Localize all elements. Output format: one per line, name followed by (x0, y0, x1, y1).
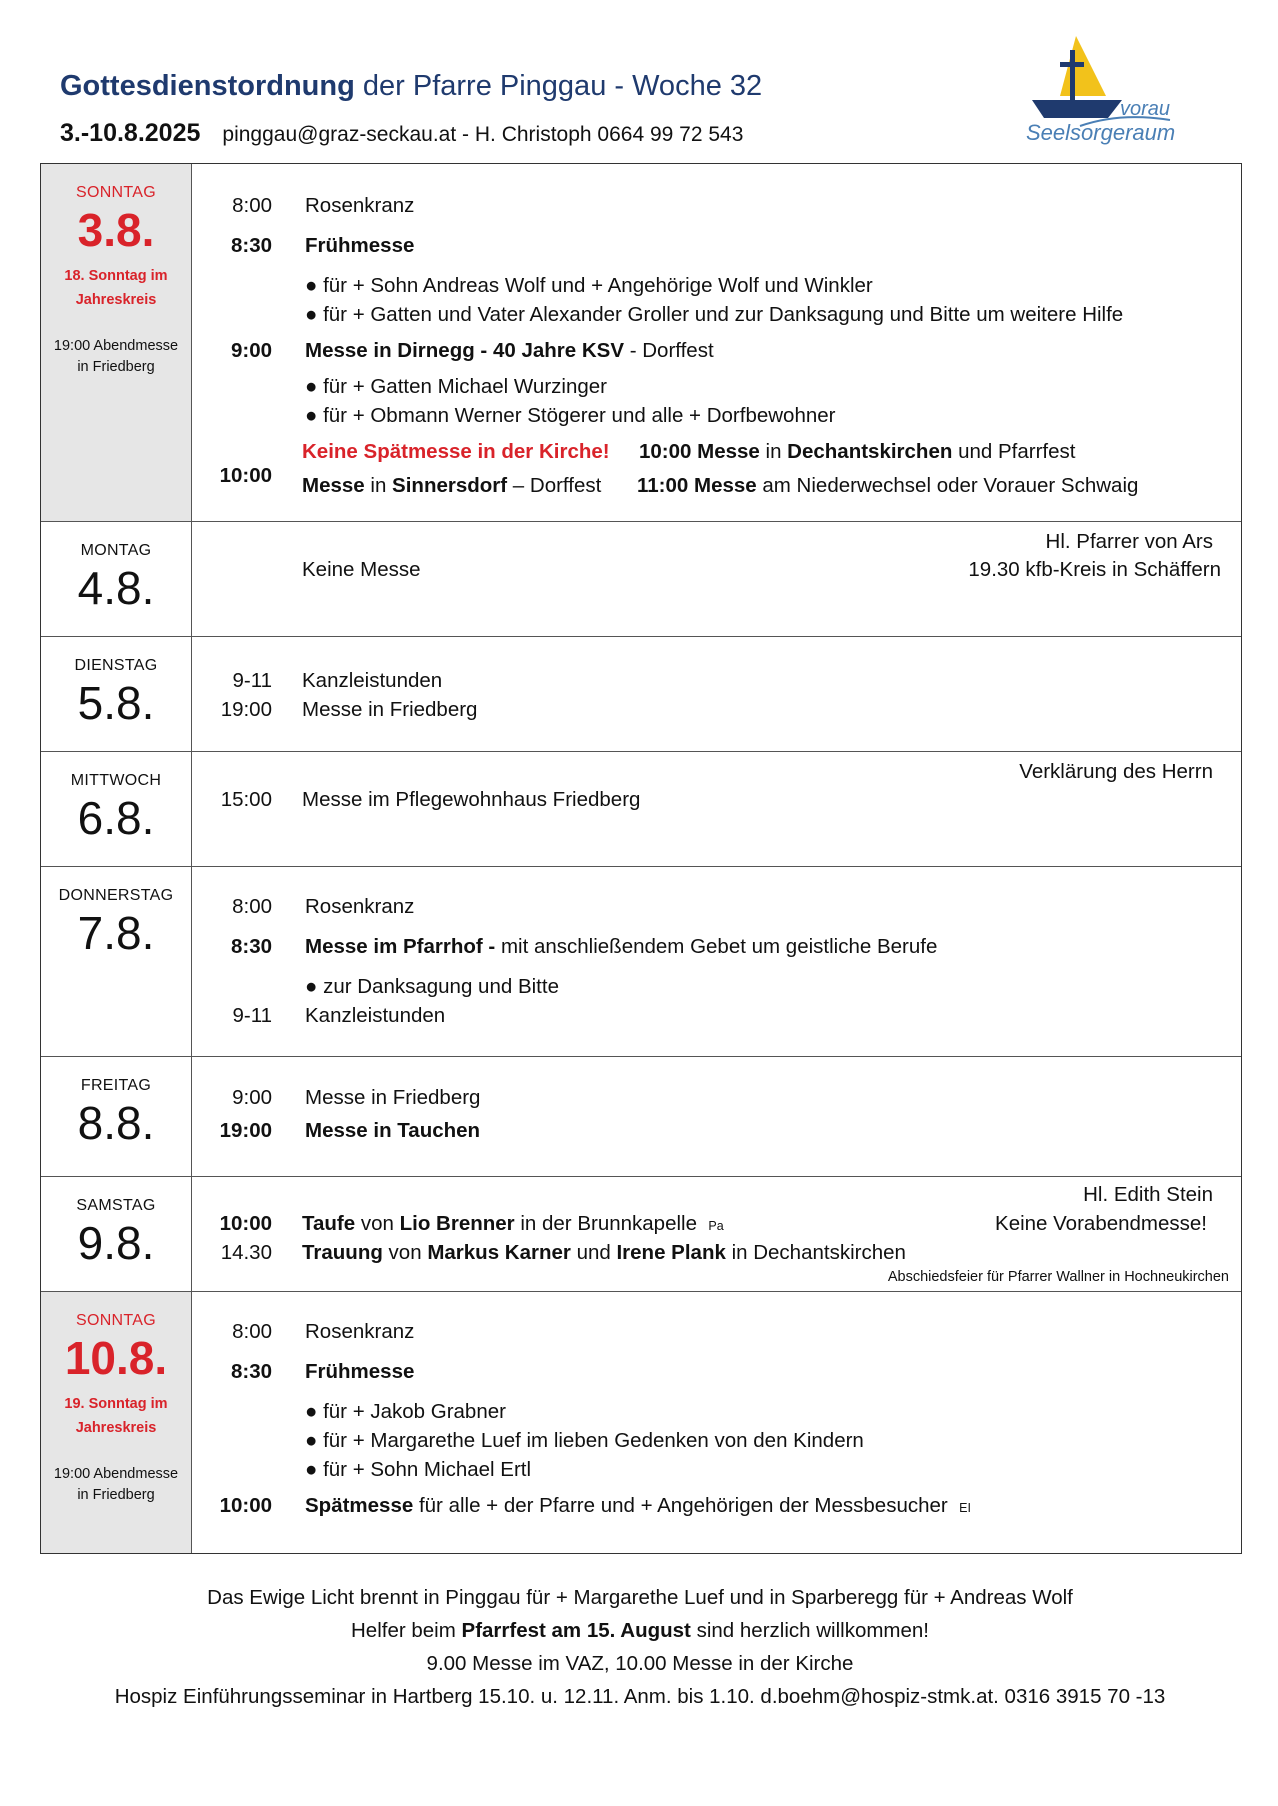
day-cell (41, 1057, 192, 1176)
farewell-note: Abschiedsfeier für Pfarrer Wallner in Hochneukirchen (887, 1269, 1229, 1285)
event: Frühmesse (305, 234, 415, 257)
time: 9:00 (232, 1086, 272, 1109)
day-date: 4.8. (77, 562, 155, 614)
event: Rosenkranz (305, 1320, 415, 1343)
schedule-table (40, 163, 1242, 1554)
hospice-seminar-note: Hospiz Einführungsseminar in Hartberg 15.10. u. 12.11. Anm. bis 1.10. d.boehm@hospiz-stmk.at. 0316 3915 70 -13 (114, 1685, 1166, 1708)
day-name: SAMSTAG (76, 1197, 156, 1214)
feast-of-day: Verklärung des Herrn (1019, 760, 1213, 783)
event: 11:00 Messe am Niederwechsel oder Vorauer Schwaig (637, 474, 1139, 497)
time: 9-11 (232, 1004, 272, 1027)
event: Spätmesse für alle + der Pfarre und + Angehörigen der Messbesucher EI (305, 1494, 971, 1517)
day-name: SONNTAG (75, 184, 157, 201)
intention: ● für + Margarethe Luef im lieben Gedenken von den Kindern (305, 1429, 864, 1452)
intention: ● für + Sohn Andreas Wolf und + Angehörige Wolf und Winkler (305, 274, 873, 297)
day-name: DONNERSTAG (58, 887, 174, 904)
day-cell (41, 164, 192, 521)
event: Messe in Friedberg (302, 698, 478, 721)
event: Messe im Pflegewohnhaus Friedberg (302, 788, 641, 811)
event: Frühmesse (305, 1360, 415, 1383)
day-name: MONTAG (80, 542, 152, 559)
day-date: 8.8. (77, 1097, 155, 1149)
time: 10:00 (219, 1494, 272, 1517)
contact-info: pinggau@graz-seckau.at - H. Christoph 0664 99 72 543 (222, 123, 744, 146)
day-name: SONNTAG (75, 1312, 157, 1329)
day-content (192, 1292, 1241, 1553)
no-late-mass-notice: Keine Spätmesse in der Kirche! (302, 440, 610, 463)
day-date: 9.8. (77, 1217, 155, 1269)
time: 10:00 (219, 1212, 272, 1235)
time: 8:00 (232, 1320, 272, 1343)
day-date: 7.8. (77, 907, 155, 959)
eternal-light-note: Das Ewige Licht brennt in Pinggau für + Margarethe Luef und in Sparberegg für + Andreas Wolf (207, 1586, 1073, 1609)
day-row-thursday (41, 866, 1241, 1056)
day-name: DIENSTAG (74, 657, 158, 674)
day-cell (41, 1292, 192, 1553)
day-row-monday (41, 521, 1241, 636)
event: Kanzleistunden (305, 1004, 446, 1027)
time: 10:00 (219, 464, 272, 487)
intention: ● zur Danksagung und Bitte (305, 975, 559, 998)
time: 14.30 (220, 1241, 272, 1264)
event: Kanzleistunden (302, 669, 443, 692)
day-row-wednesday (41, 751, 1241, 866)
day-row-saturday (41, 1176, 1241, 1291)
event: Rosenkranz (305, 895, 415, 918)
intention: ● für + Obmann Werner Stögerer und alle + Dorfbewohner (305, 404, 836, 427)
group-meeting: 19.30 kfb-Kreis in Schäffern (968, 558, 1221, 581)
day-content (192, 1177, 1241, 1291)
day-cell (41, 637, 192, 751)
time: 8:30 (230, 1360, 272, 1383)
day-date: 6.8. (77, 792, 155, 844)
day-row-friday (41, 1056, 1241, 1176)
evening-mass-note: 19:00 Abendmesse in Friedberg (53, 1466, 179, 1503)
time: 8:30 (230, 234, 272, 257)
event: Trauung von Markus Karner und Irene Plank in Dechantskirchen (302, 1241, 906, 1264)
logo-word-seelsorgeraum: Seelsorgeraum (1026, 120, 1176, 145)
mass-times-note: 9.00 Messe im VAZ, 10.00 Messe in der Kirche (426, 1652, 854, 1675)
time: 9:00 (230, 339, 272, 362)
event: Keine Messe (302, 558, 421, 581)
intention: ● für + Jakob Grabner (305, 1400, 506, 1423)
day-name: MITTWOCH (70, 772, 162, 789)
event: Messe in Friedberg (305, 1086, 481, 1109)
day-cell (41, 752, 192, 866)
day-row-sunday-3 (41, 164, 1241, 521)
event: Messe in Dirnegg - 40 Jahre KSV - Dorffest (305, 339, 714, 362)
day-cell (41, 1177, 192, 1291)
day-content (192, 164, 1241, 521)
week-dates: 3.-10.8.2025 (60, 119, 201, 147)
time: 8:00 (232, 194, 272, 217)
day-content (192, 1057, 1241, 1176)
day-content (192, 637, 1241, 751)
day-name: FREITAG (80, 1077, 152, 1094)
saint-of-day: Hl. Edith Stein (1083, 1183, 1213, 1206)
logo-word-vorau: vorau (1120, 98, 1171, 120)
page-title: Gottesdienstordnung der Pfarre Pinggau - Woche 32 (60, 70, 763, 102)
parish-fest-note: Helfer beim Pfarrfest am 15. August sind herzlich willkommen! (351, 1619, 929, 1642)
celebrant-tag: Pa (708, 1219, 724, 1233)
intention: ● für + Gatten Michael Wurzinger (305, 375, 607, 398)
subtitle-line (60, 119, 743, 148)
event: Rosenkranz (305, 194, 415, 217)
time: 15:00 (220, 788, 272, 811)
time: 19:00 (219, 1119, 272, 1142)
event: 10:00 Messe in Dechantskirchen und Pfarrfest (639, 440, 1076, 463)
day-content (192, 867, 1241, 1056)
no-vigil-mass-notice: Keine Vorabendmesse! (995, 1212, 1207, 1235)
day-content (192, 522, 1241, 636)
day-date: 5.8. (77, 677, 155, 729)
intention: ● für + Gatten und Vater Alexander Groller und zur Danksagung und Bitte um weitere Hilfe (305, 303, 1124, 326)
time: 8:30 (230, 935, 272, 958)
time: 19:00 (220, 698, 272, 721)
seelsorgeraum-logo (1010, 28, 1190, 148)
saint-of-day: Hl. Pfarrer von Ars (1045, 530, 1213, 553)
event: Messe in Tauchen (305, 1119, 481, 1142)
time: 9-11 (232, 669, 272, 692)
intention: ● für + Sohn Michael Ertl (305, 1458, 532, 1481)
feast-label: 19. Sonntag im Jahreskreis (64, 1396, 168, 1436)
event: Taufe von Lio Brenner in der Brunnkapelle Pa (302, 1212, 724, 1235)
celebrant-tag: EI (959, 1501, 971, 1515)
day-date: 10.8. (64, 1332, 168, 1384)
feast-label: 18. Sonntag im Jahreskreis (64, 268, 168, 308)
day-cell (41, 867, 192, 1056)
event: Messe in Sinnersdorf – Dorffest (302, 474, 602, 497)
event: Messe im Pfarrhof - mit anschließendem Gebet um geistliche Berufe (305, 935, 938, 958)
day-date: 3.8. (77, 204, 155, 256)
evening-mass-note: 19:00 Abendmesse in Friedberg (53, 338, 179, 375)
time: 8:00 (232, 895, 272, 918)
day-cell (41, 522, 192, 636)
day-content (192, 752, 1241, 866)
day-row-sunday-10 (41, 1291, 1241, 1553)
day-row-tuesday (41, 636, 1241, 751)
